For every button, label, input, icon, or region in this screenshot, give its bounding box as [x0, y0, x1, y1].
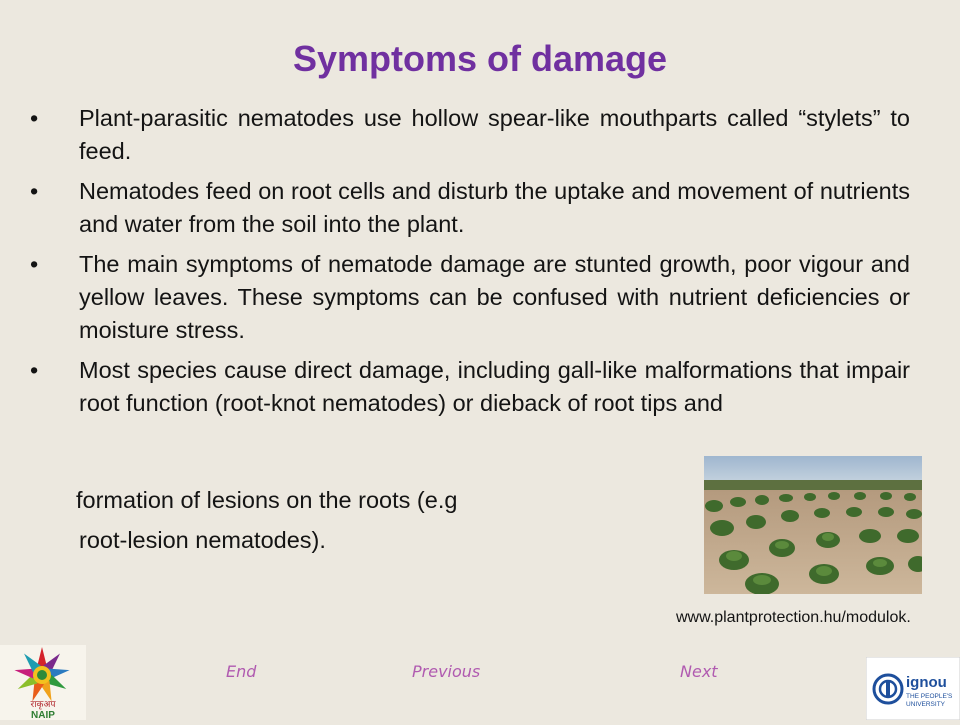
bullet-text: Plant-parasitic nematodes use hollow spear-like mouthparts called “stylets” to feed. — [79, 105, 910, 164]
naip-script-text: राकृअप — [30, 700, 56, 710]
bullet-dot: • — [30, 105, 39, 131]
next-link[interactable]: Next — [680, 662, 718, 681]
previous-link[interactable]: Previous — [412, 662, 481, 681]
photo-credit: www.plantprotection.hu/modulok. — [676, 609, 911, 626]
ignou-tagline-line2: UNIVERSITY — [906, 701, 946, 708]
crop-field-photo — [704, 456, 922, 594]
bullet-item — [30, 175, 910, 241]
ignou-tagline-line1: THE PEOPLE'S — [906, 693, 953, 700]
end-link[interactable]: End — [226, 662, 257, 681]
bullet-list — [30, 102, 910, 427]
naip-logo — [0, 645, 86, 720]
bullet-dot: • — [30, 251, 39, 277]
continuation-line: formation of lesions on the roots (e.g — [76, 487, 458, 513]
bullet-dot: • — [30, 178, 39, 204]
bullet-item — [30, 354, 910, 420]
ignou-brand-text: ignou — [906, 674, 947, 691]
naip-text: NAIP — [31, 710, 55, 720]
bullet-item — [30, 248, 910, 347]
bullet-text: Nematodes feed on root cells and disturb the uptake and movement of nutrients and water from the soil into the plant. — [79, 178, 910, 237]
bullet-dot: • — [30, 357, 39, 383]
bullet-text: Most species cause direct damage, including gall-like malformations that impair root function (root-knot nematodes) or dieback of root tips and — [79, 357, 910, 416]
slide-title: Symptoms of damage — [292, 38, 668, 79]
bullet-item — [30, 102, 910, 168]
continuation-line: root-lesion nematodes). — [79, 527, 326, 553]
ignou-logo — [866, 657, 960, 720]
bullet-text: The main symptoms of nematode damage are stunted growth, poor vigour and yellow leaves. These symptoms can be confused with nutrient deficiencies or moisture stress. — [79, 251, 910, 343]
